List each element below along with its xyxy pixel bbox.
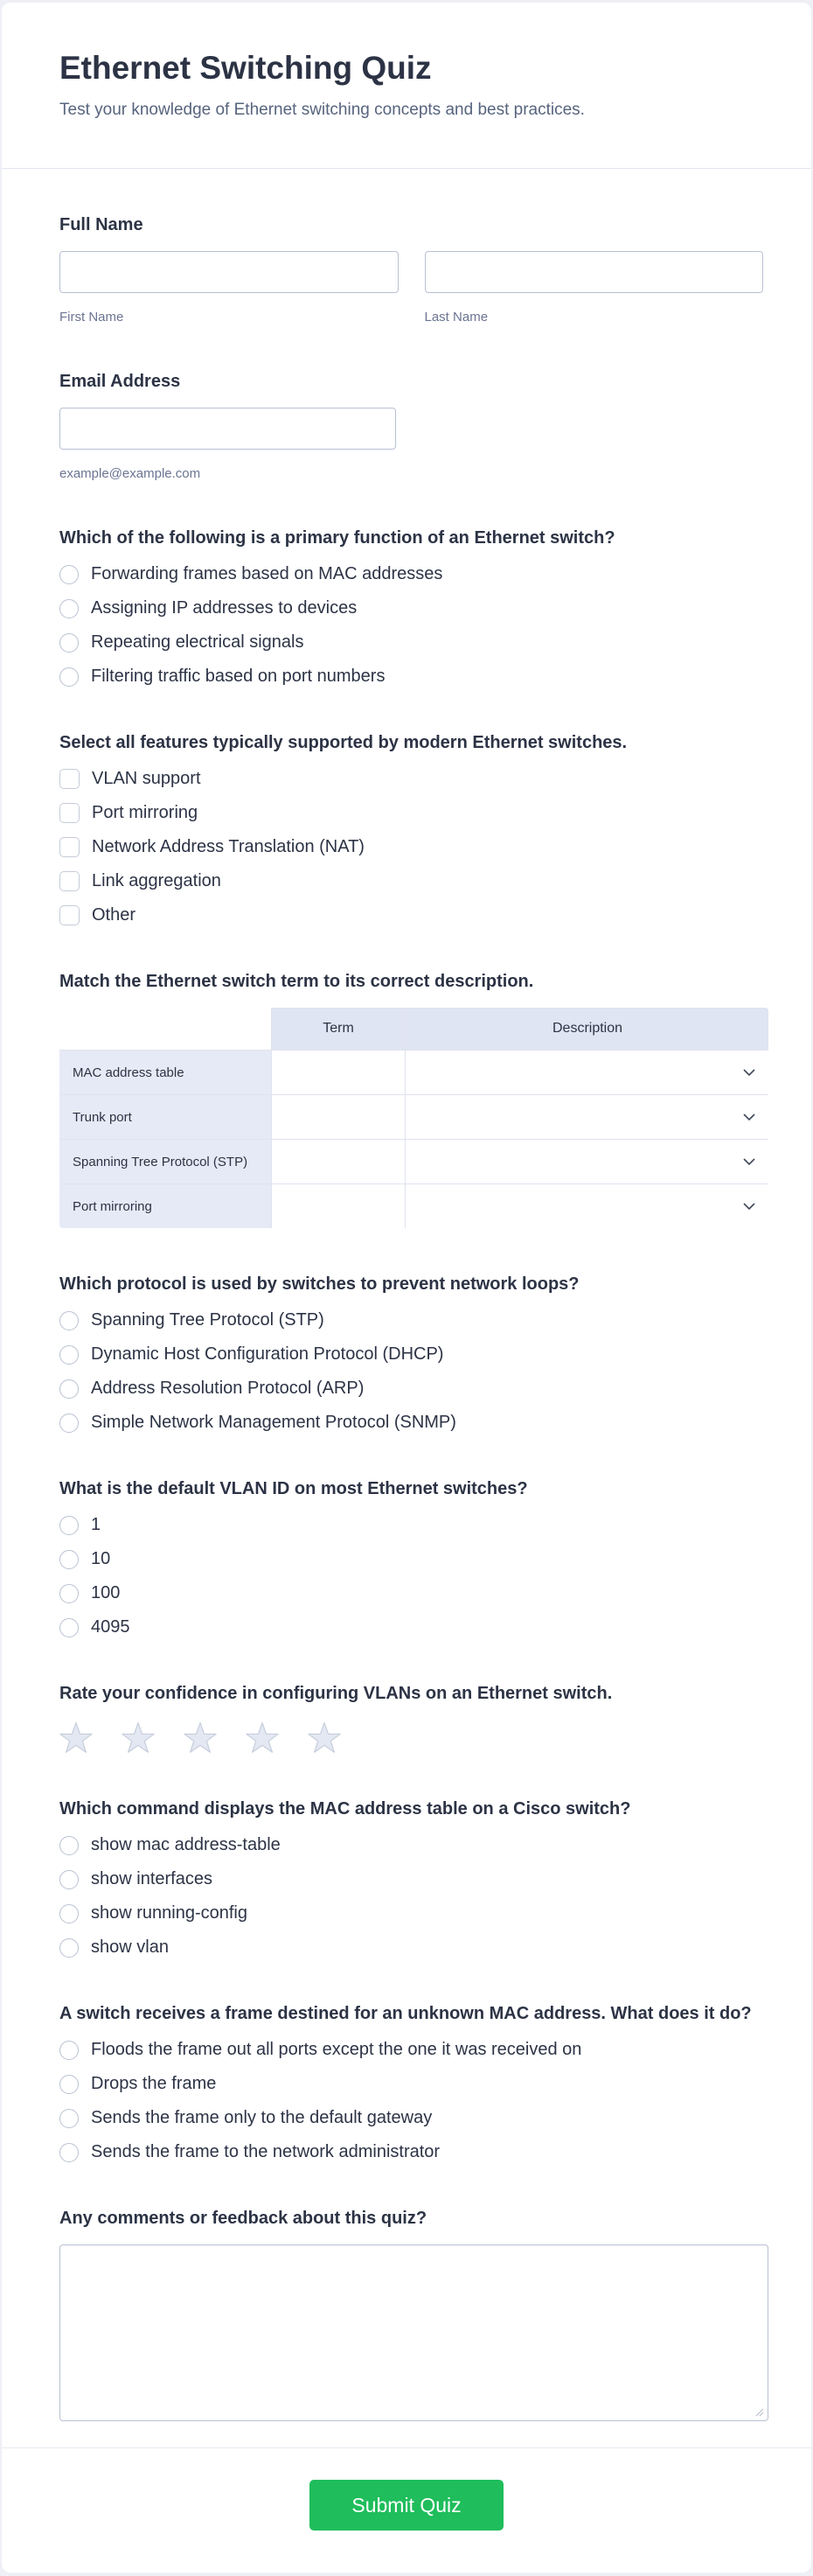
- matrix-term-cell[interactable]: [272, 1095, 405, 1139]
- matrix-column-header-description: Description: [406, 1008, 768, 1050]
- radio-button[interactable]: [59, 1516, 79, 1535]
- chevron-down-icon: [743, 1069, 755, 1076]
- checkbox[interactable]: [59, 803, 80, 823]
- radio-option[interactable]: [59, 1937, 763, 1958]
- matrix-table: [59, 1008, 768, 1228]
- radio-option[interactable]: [59, 1379, 763, 1399]
- radio-option[interactable]: [59, 2040, 763, 2060]
- radio-button[interactable]: [59, 1904, 79, 1923]
- checkbox-option-label: Other: [92, 905, 136, 925]
- radio-option-label: Drops the frame: [91, 2074, 217, 2094]
- radio-option-label: show mac address-table: [91, 1835, 281, 1855]
- first-name-sublabel: First Name: [59, 310, 124, 325]
- radio-button[interactable]: [59, 1414, 79, 1433]
- matrix-term-cell[interactable]: [272, 1184, 405, 1228]
- radio-button[interactable]: [59, 1584, 79, 1603]
- radio-option-label: Simple Network Management Protocol (SNMP): [91, 1413, 456, 1433]
- question-label: Which command displays the MAC address table on a Cisco switch?: [59, 1799, 631, 1819]
- radio-option[interactable]: [59, 1583, 763, 1603]
- radio-option-label: 4095: [91, 1617, 130, 1637]
- question-default-vlan: [59, 1478, 763, 1637]
- matrix-description-dropdown[interactable]: [406, 1095, 768, 1139]
- radio-button[interactable]: [59, 1345, 79, 1365]
- radio-option[interactable]: [59, 2074, 763, 2094]
- radio-option-label: show vlan: [91, 1937, 169, 1958]
- chevron-down-icon: [743, 1113, 755, 1120]
- submit-button[interactable]: Submit Quiz: [309, 2480, 504, 2531]
- matrix-term-cell[interactable]: [272, 1051, 405, 1094]
- page-title: Ethernet Switching Quiz: [59, 50, 432, 86]
- radio-option-label: Filtering traffic based on port numbers: [91, 667, 386, 687]
- radio-option-label: Sends the frame only to the default gateway: [91, 2108, 433, 2128]
- form-body: [2, 214, 811, 2447]
- matrix-corner-cell: [59, 1008, 271, 1050]
- checkbox[interactable]: [59, 905, 80, 925]
- radio-option-label: 1: [91, 1515, 101, 1535]
- radio-button[interactable]: [59, 1938, 79, 1958]
- radio-option[interactable]: [59, 1344, 763, 1365]
- radio-option[interactable]: [59, 2108, 763, 2128]
- email-input[interactable]: [59, 408, 396, 450]
- radio-option-label: Spanning Tree Protocol (STP): [91, 1310, 324, 1330]
- radio-option-label: 100: [91, 1583, 121, 1603]
- matrix-description-dropdown[interactable]: [406, 1140, 768, 1183]
- checkbox[interactable]: [59, 871, 80, 891]
- radio-option-label: show running-config: [91, 1903, 247, 1923]
- star-icon[interactable]: [122, 1721, 155, 1753]
- question-label: Select all features typically supported by modern Ethernet switches.: [59, 733, 628, 753]
- question-comments: [59, 2208, 763, 2421]
- radio-button[interactable]: [59, 1618, 79, 1637]
- star-icon[interactable]: [246, 1721, 279, 1753]
- chevron-down-icon: [743, 1158, 755, 1165]
- last-name-input[interactable]: [425, 251, 764, 293]
- radio-option[interactable]: [59, 667, 763, 687]
- radio-option[interactable]: [59, 1903, 763, 1923]
- checkbox-option[interactable]: [59, 837, 763, 857]
- radio-option-label: Floods the frame out all ports except the one it was received on: [91, 2040, 582, 2060]
- question-mac-table-command: [59, 1798, 763, 1958]
- question-unknown-mac: [59, 2003, 763, 2162]
- question-label: Which protocol is used by switches to prevent network loops?: [59, 1274, 580, 1295]
- question-confidence-rating: [59, 1683, 763, 1753]
- matrix-description-dropdown[interactable]: [406, 1184, 768, 1228]
- radio-option-label: show interfaces: [91, 1869, 212, 1889]
- radio-option[interactable]: [59, 1413, 763, 1433]
- question-features: [59, 732, 763, 925]
- radio-option-label: 10: [91, 1549, 111, 1569]
- radio-button[interactable]: [59, 1379, 79, 1399]
- star-icon[interactable]: [308, 1721, 341, 1753]
- matrix-term-cell[interactable]: [272, 1140, 405, 1183]
- matrix-row-header: Port mirroring: [59, 1184, 271, 1228]
- first-name-input[interactable]: [59, 251, 399, 293]
- radio-button[interactable]: [59, 565, 79, 584]
- matrix-row-header: MAC address table: [59, 1051, 271, 1094]
- question-match-terms: [59, 971, 763, 1228]
- chevron-down-icon: [743, 1203, 755, 1210]
- question-label: What is the default VLAN ID on most Ethernet switches?: [59, 1479, 528, 1499]
- radio-option-label: Dynamic Host Configuration Protocol (DHCP): [91, 1344, 444, 1365]
- radio-button[interactable]: [59, 1550, 79, 1569]
- radio-option-label: Assigning IP addresses to devices: [91, 598, 358, 618]
- radio-button[interactable]: [59, 2143, 79, 2162]
- question-primary-function: [59, 527, 763, 687]
- star-icon[interactable]: [59, 1721, 93, 1753]
- radio-button[interactable]: [59, 2041, 79, 2060]
- question-label: Rate your confidence in configuring VLANs on an Ethernet switch.: [59, 1684, 613, 1704]
- checkbox[interactable]: [59, 769, 80, 789]
- radio-option-label: Address Resolution Protocol (ARP): [91, 1379, 365, 1399]
- star-rating: [59, 1721, 763, 1753]
- checkbox-option[interactable]: [59, 871, 763, 891]
- radio-option[interactable]: [59, 1515, 763, 1535]
- checkbox-option-label: Port mirroring: [92, 803, 198, 823]
- radio-option[interactable]: [59, 1835, 763, 1855]
- radio-option[interactable]: [59, 564, 763, 584]
- checkbox-option[interactable]: [59, 769, 763, 789]
- radio-button[interactable]: [59, 633, 79, 653]
- last-name-sublabel: Last Name: [424, 310, 489, 325]
- field-full-name: [59, 214, 763, 325]
- full-name-label: Full Name: [59, 215, 143, 235]
- radio-option-label: Forwarding frames based on MAC addresses: [91, 564, 443, 584]
- question-label: Which of the following is a primary function of an Ethernet switch?: [59, 528, 615, 548]
- radio-option[interactable]: [59, 1869, 763, 1889]
- radio-button[interactable]: [59, 667, 79, 687]
- email-label: Email Address: [59, 372, 181, 392]
- checkbox-option[interactable]: [59, 905, 763, 925]
- radio-button[interactable]: [59, 2109, 79, 2128]
- matrix-row-header: Spanning Tree Protocol (STP): [59, 1140, 271, 1183]
- radio-button[interactable]: [59, 2075, 79, 2094]
- radio-option[interactable]: [59, 1549, 763, 1569]
- star-icon[interactable]: [184, 1721, 217, 1753]
- radio-option[interactable]: [59, 632, 763, 653]
- checkbox-option-label: Link aggregation: [92, 871, 221, 891]
- question-label: A switch receives a frame destined for an unknown MAC address. What does it do?: [59, 2004, 752, 2024]
- radio-button[interactable]: [59, 1836, 79, 1855]
- radio-option[interactable]: [59, 1617, 763, 1637]
- matrix-column-header-term: Term: [272, 1008, 405, 1050]
- question-loop-protocol: [59, 1274, 763, 1433]
- email-sublabel: example@example.com: [59, 466, 201, 482]
- comments-textarea[interactable]: [59, 2244, 768, 2421]
- checkbox-option-label: Network Address Translation (NAT): [92, 837, 365, 857]
- checkbox-option-label: VLAN support: [92, 769, 201, 789]
- radio-option-label: Sends the frame to the network administrator: [91, 2142, 441, 2162]
- quiz-form-card: [2, 3, 811, 2573]
- radio-option[interactable]: [59, 2142, 763, 2162]
- radio-option[interactable]: [59, 598, 763, 618]
- form-header: [2, 3, 811, 169]
- question-label: Match the Ethernet switch term to its correct description.: [59, 972, 534, 992]
- radio-option[interactable]: [59, 1310, 763, 1330]
- radio-option-label: Repeating electrical signals: [91, 632, 304, 653]
- radio-button[interactable]: [59, 599, 79, 618]
- page-subtitle: Test your knowledge of Ethernet switching concepts and best practices.: [59, 100, 585, 119]
- checkbox[interactable]: [59, 837, 80, 857]
- matrix-description-dropdown[interactable]: [406, 1051, 768, 1094]
- checkbox-option[interactable]: [59, 803, 763, 823]
- radio-button[interactable]: [59, 1311, 79, 1330]
- matrix-row-header: Trunk port: [59, 1095, 271, 1139]
- field-email: [59, 371, 763, 482]
- form-footer: [2, 2447, 811, 2573]
- question-label: Any comments or feedback about this quiz?: [59, 2209, 427, 2229]
- radio-button[interactable]: [59, 1870, 79, 1889]
